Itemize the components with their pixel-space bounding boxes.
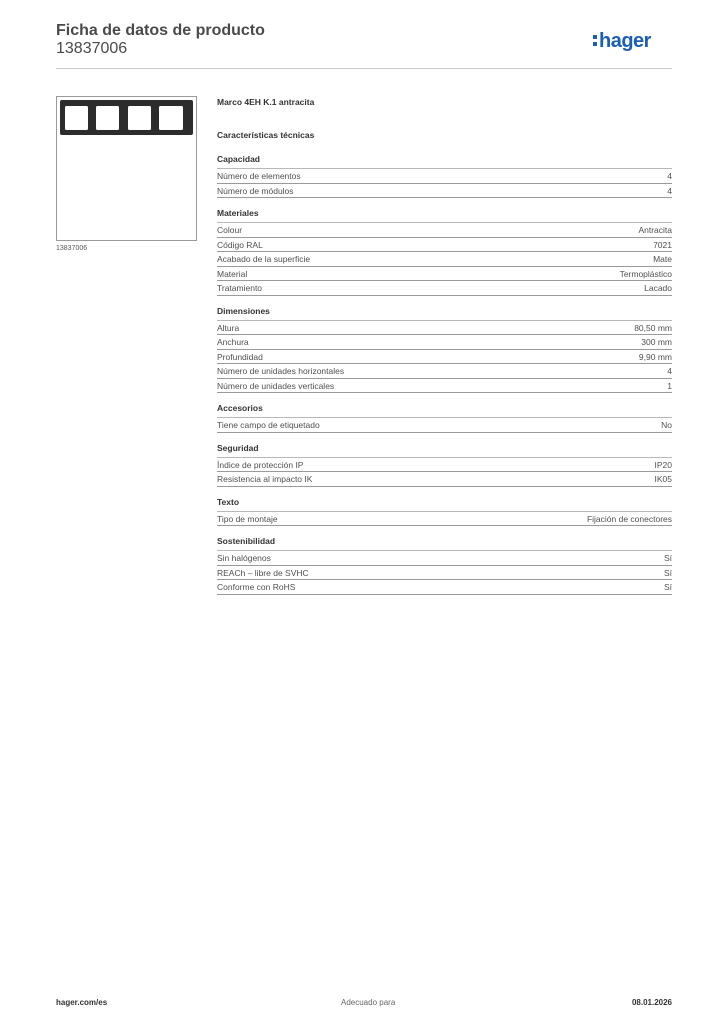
- hager-logo: [590, 27, 674, 57]
- spec-label: Anchura: [217, 337, 249, 347]
- spec-value: 4: [667, 366, 672, 376]
- spec-value: Termoplástico: [619, 268, 672, 279]
- section-title: Capacidad: [217, 150, 672, 169]
- footer-website[interactable]: hager.com/es: [56, 998, 108, 1007]
- spec-row: [217, 238, 672, 253]
- spec-label: REACh – libre de SVHC: [217, 567, 309, 578]
- spec-row: [217, 267, 672, 282]
- spec-section: [217, 399, 672, 433]
- spec-label: Acabado de la superficie: [217, 254, 311, 264]
- footer-date: 08.01.2026: [631, 998, 672, 1007]
- spec-label: Altura: [217, 322, 240, 333]
- product-name: Marco 4EH K.1 antracita: [217, 97, 315, 107]
- spec-row: [217, 169, 672, 184]
- spec-value: Antracita: [638, 225, 672, 235]
- section-title: Dimensiones: [217, 302, 672, 321]
- page-title: Ficha de datos de producto: [56, 22, 265, 39]
- spec-value: IK05: [654, 474, 672, 484]
- logo-wordmark: hager: [599, 30, 651, 52]
- spec-section: [217, 532, 672, 595]
- spec-value: Sí: [663, 582, 672, 592]
- spec-label: Número de unidades verticales: [217, 380, 335, 391]
- spec-row: [217, 458, 672, 473]
- spec-value: Fijación de conectores: [586, 513, 672, 524]
- spec-row: [217, 252, 672, 267]
- section-title: Sostenibilidad: [217, 532, 672, 551]
- spec-value: 80,50 mm: [634, 322, 672, 333]
- spec-section: [217, 493, 672, 527]
- tech-heading: Características técnicas: [217, 130, 315, 140]
- spec-value: Lacado: [644, 283, 672, 293]
- logo-dot-top: [593, 35, 597, 39]
- spec-value: 7021: [653, 239, 672, 250]
- spec-row: [217, 512, 672, 527]
- spec-row: [217, 379, 672, 394]
- spec-value: Sí: [663, 567, 672, 578]
- spec-label: Conforme con RoHS: [217, 582, 296, 592]
- spec-label: Colour: [217, 225, 243, 235]
- spec-row: [217, 321, 672, 336]
- spec-row: [217, 472, 672, 487]
- spec-value: No: [661, 420, 672, 430]
- spec-row: [217, 566, 672, 581]
- spec-label: Profundidad: [217, 351, 263, 362]
- spec-row: [217, 350, 672, 365]
- frame-illustration: [57, 97, 196, 240]
- product-image: [56, 96, 197, 241]
- spec-row: [217, 223, 672, 238]
- footer-center-text: Adecuado para: [341, 998, 396, 1007]
- spec-value: 1: [667, 380, 672, 391]
- spec-value: IP20: [654, 459, 672, 470]
- spec-label: Tiene campo de etiquetado: [217, 420, 320, 430]
- spec-row: [217, 335, 672, 350]
- spec-label: Tratamiento: [217, 283, 263, 293]
- spec-label: Sin halógenos: [217, 553, 271, 563]
- spec-value: Sí: [663, 553, 672, 563]
- spec-label: Tipo de montaje: [217, 513, 278, 524]
- section-title: Seguridad: [217, 439, 672, 458]
- spec-table: [217, 150, 672, 601]
- spec-section: [217, 302, 672, 394]
- spec-row: [217, 551, 672, 566]
- spec-label: Material: [217, 268, 248, 279]
- spec-label: Índice de protección IP: [217, 459, 304, 470]
- header-divider: [56, 68, 672, 69]
- section-title: Materiales: [217, 204, 672, 223]
- spec-label: Número de elementos: [217, 171, 301, 181]
- spec-section: [217, 150, 672, 198]
- section-title: Accesorios: [217, 399, 672, 418]
- section-title: Texto: [217, 493, 672, 512]
- logo-dot-bottom: [593, 42, 597, 46]
- spec-value: 4: [667, 171, 672, 181]
- spec-section: [217, 439, 672, 487]
- spec-value: Mate: [653, 254, 672, 264]
- spec-row: [217, 418, 672, 433]
- product-code: 13837006: [56, 40, 128, 57]
- spec-label: Número de unidades horizontales: [217, 366, 345, 376]
- spec-value: 9,90 mm: [638, 351, 672, 362]
- spec-value: 4: [667, 185, 672, 196]
- spec-label: Código RAL: [217, 239, 263, 250]
- spec-value: 300 mm: [641, 337, 672, 347]
- spec-row: [217, 184, 672, 199]
- spec-label: Resistencia al impacto IK: [217, 474, 313, 484]
- spec-section: [217, 204, 672, 296]
- spec-row: [217, 281, 672, 296]
- spec-row: [217, 580, 672, 595]
- image-caption: 13837006: [56, 245, 88, 252]
- spec-row: [217, 364, 672, 379]
- spec-label: Número de módulos: [217, 185, 294, 196]
